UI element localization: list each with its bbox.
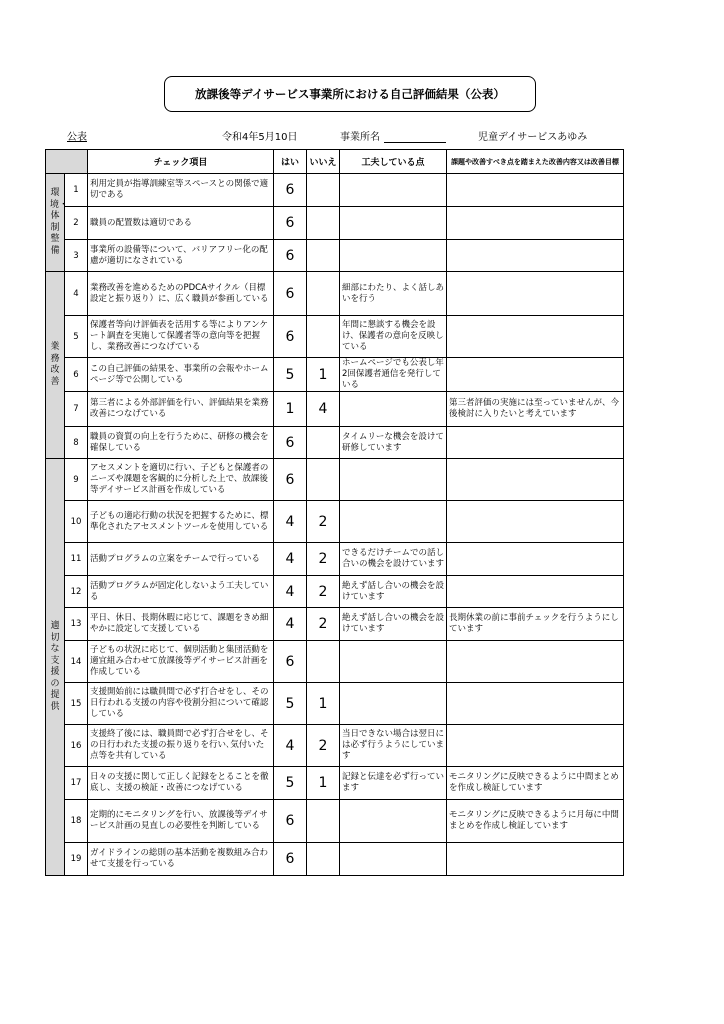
yes-count: 6 — [274, 207, 307, 240]
table-row — [46, 207, 624, 240]
no-count — [307, 459, 340, 501]
effort-text: 記録と伝達を必ず行っています — [340, 767, 447, 800]
table-row — [46, 576, 624, 608]
effort-text — [340, 800, 447, 843]
effort-text — [340, 392, 447, 427]
table-row — [46, 316, 624, 358]
effort-text: 当日できない場合は翌日には必ず行うようにしています — [340, 725, 447, 767]
effort-text: できるだけチームでの話し合いの機会を設けています — [340, 543, 447, 576]
no-count: 2 — [307, 725, 340, 767]
category-label: 業務改善 — [50, 342, 60, 387]
check-item-text: 活動プログラムの立案をチームで行っている — [88, 543, 274, 576]
no-count: 4 — [307, 392, 340, 427]
yes-count: 4 — [274, 501, 307, 543]
table-row — [46, 543, 624, 576]
row-number: 7 — [65, 392, 88, 427]
check-item-text: 活動プログラムが固定化しないよう工夫している — [88, 576, 274, 608]
office-name-underline — [384, 142, 446, 143]
yes-count: 6 — [274, 843, 307, 876]
issue-text: 第三者評価の実施には至っていませんが、今後検討に入りたいと考えています — [447, 392, 624, 427]
no-count: 2 — [307, 576, 340, 608]
row-number: 6 — [65, 358, 88, 392]
row-number: 5 — [65, 316, 88, 358]
row-number: 4 — [65, 272, 88, 316]
yes-count: 6 — [274, 316, 307, 358]
check-item-text: 職員の資質の向上を行うために、研修の機会を確保している — [88, 427, 274, 459]
table-header-row — [46, 150, 624, 174]
yes-count: 6 — [274, 272, 307, 316]
row-number: 3 — [65, 240, 88, 272]
table-row — [46, 501, 624, 543]
check-item-text: 職員の配置数は適切である — [88, 207, 274, 240]
header-yes: はい — [274, 150, 307, 174]
no-count — [307, 427, 340, 459]
effort-text: 絶えず話し合いの機会を設けています — [340, 576, 447, 608]
issue-text: 長期休業の前に事前チェックを行うようにしています — [447, 608, 624, 641]
no-count — [307, 207, 340, 240]
table-body — [46, 174, 624, 876]
row-number: 10 — [65, 501, 88, 543]
effort-text: タイムリーな機会を設けて研修しています — [340, 427, 447, 459]
table-row — [46, 608, 624, 641]
table-row — [46, 174, 624, 207]
effort-text: 細部にわたり、よく話しあいを行う — [340, 272, 447, 316]
effort-text — [340, 207, 447, 240]
issue-text — [447, 641, 624, 683]
yes-count: 1 — [274, 392, 307, 427]
yes-count: 4 — [274, 543, 307, 576]
no-count — [307, 641, 340, 683]
table-row — [46, 843, 624, 876]
no-count — [307, 272, 340, 316]
row-number: 15 — [65, 683, 88, 725]
yes-count: 6 — [274, 427, 307, 459]
header-efforts: 工夫している点 — [340, 150, 447, 174]
issue-text — [447, 427, 624, 459]
table-row — [46, 459, 624, 501]
check-item-text: 支援終了後には、職員間で必ず打合せをし、その日行われた支援の振り返りを行い､気付いた点等を共有している — [88, 725, 274, 767]
issue-text — [447, 501, 624, 543]
no-count: 2 — [307, 501, 340, 543]
yes-count: 6 — [274, 459, 307, 501]
yes-count: 5 — [274, 767, 307, 800]
table-row — [46, 725, 624, 767]
yes-count: 6 — [274, 641, 307, 683]
header-blank-cell — [46, 150, 88, 174]
yes-count: 6 — [274, 174, 307, 207]
effort-text: 年間に懇談する機会を設け、保護者の意向を反映している — [340, 316, 447, 358]
yes-count: 4 — [274, 576, 307, 608]
yes-count: 5 — [274, 358, 307, 392]
row-number: 17 — [65, 767, 88, 800]
no-count — [307, 800, 340, 843]
effort-text — [340, 174, 447, 207]
row-number: 9 — [65, 459, 88, 501]
table-row — [46, 427, 624, 459]
table-row — [46, 272, 624, 316]
table-row — [46, 358, 624, 392]
public-label: 公表 — [67, 132, 87, 143]
effort-text — [340, 843, 447, 876]
header-issues: 課題や改善すべき点を踏まえた改善内容又は改善目標 — [447, 150, 624, 174]
check-item-text: 業務改善を進めるためのPDCAサイクル（目標設定と振り返り）に、広く職員が参画している — [88, 272, 274, 316]
document-title: 放課後等デイサービス事業所における自己評価結果（公表） — [164, 76, 536, 112]
check-item-text: ガイドラインの総則の基本活動を複数組み合わせて支援を行っている — [88, 843, 274, 876]
office-name: 児童デイサービスあゆみ — [478, 132, 588, 143]
table-row — [46, 641, 624, 683]
issue-text — [447, 843, 624, 876]
check-item-text: この自己評価の結果を、事業所の会報やホームページ等で公開している — [88, 358, 274, 392]
yes-count: 4 — [274, 608, 307, 641]
check-item-text: アセスメントを適切に行い、子どもと保護者のニーズや課題を客観的に分析した上で、放課後等デイサービス計画を作成している — [88, 459, 274, 501]
no-count: 1 — [307, 358, 340, 392]
yes-count: 5 — [274, 683, 307, 725]
issue-text — [447, 543, 624, 576]
check-item-text: 日々の支援に関して正しく記録をとることを徹底し、支援の検証・改善につなげている — [88, 767, 274, 800]
issue-text — [447, 272, 624, 316]
issue-text — [447, 683, 624, 725]
no-count: 1 — [307, 767, 340, 800]
no-count — [307, 843, 340, 876]
issue-text — [447, 174, 624, 207]
yes-count: 6 — [274, 800, 307, 843]
office-label: 事業所名 — [340, 132, 380, 143]
check-item-text: 事業所の設備等について、バリアフリー化の配慮が適切になされている — [88, 240, 274, 272]
category-operations — [46, 272, 65, 459]
no-count — [307, 174, 340, 207]
effort-text — [340, 501, 447, 543]
row-number: 11 — [65, 543, 88, 576]
row-number: 8 — [65, 427, 88, 459]
table-row — [46, 800, 624, 843]
row-number: 2 — [65, 207, 88, 240]
issue-text — [447, 459, 624, 501]
category-label: 環境・体制整備 — [50, 188, 69, 256]
check-item-text: 保護者等向け評価表を活用する等によりアンケート調査を実施して保護者等の意向等を把握し、業務改善につなげている — [88, 316, 274, 358]
effort-text — [340, 683, 447, 725]
category-support — [46, 459, 65, 876]
row-number: 16 — [65, 725, 88, 767]
yes-count: 6 — [274, 240, 307, 272]
row-number: 1 — [65, 174, 88, 207]
category-label: 適切な支援の提供 — [50, 621, 60, 712]
row-number: 18 — [65, 800, 88, 843]
no-count: 2 — [307, 608, 340, 641]
check-item-text: 第三者による外部評価を行い、評価結果を業務改善につなげている — [88, 392, 274, 427]
table-row — [46, 240, 624, 272]
check-item-text: 定期的にモニタリングを行い、放課後等デイサービス計画の見直しの必要性を判断している — [88, 800, 274, 843]
row-number: 13 — [65, 608, 88, 641]
check-item-text: 支援開始前には職員間で必ず打合せをし、その日行われる支援の内容や役割分担について確認している — [88, 683, 274, 725]
category-environment — [46, 174, 69, 272]
effort-text: ホームページでも公表し年2回保護者通信を発行している — [340, 358, 447, 392]
row-number: 14 — [65, 641, 88, 683]
no-count: 2 — [307, 543, 340, 576]
effort-text — [340, 459, 447, 501]
row-number: 19 — [65, 843, 88, 876]
issue-text — [447, 358, 624, 392]
issue-text: モニタリングに反映できるように月毎に中間まとめを作成し検証しています — [447, 800, 624, 843]
check-item-text: 子どもの状況に応じて、個別活動と集団活動を適宜組み合わせて放課後等デイサービス計画を作成している — [88, 641, 274, 683]
header-no: いいえ — [307, 150, 340, 174]
issue-text — [447, 576, 624, 608]
no-count: 1 — [307, 683, 340, 725]
row-number: 12 — [65, 576, 88, 608]
check-item-text: 平日、休日、長期休暇に応じて、課題をきめ細やかに設定して支援している — [88, 608, 274, 641]
no-count — [307, 316, 340, 358]
issue-text — [447, 240, 624, 272]
issue-text: モニタリングに反映できるように中間まとめを作成し検証しています — [447, 767, 624, 800]
table-row — [46, 683, 624, 725]
header-check-item: チェック項目 — [88, 150, 274, 174]
effort-text: 絶えず話し合いの機会を設けています — [340, 608, 447, 641]
check-item-text: 利用定員が指導訓練室等スペースとの関係で適切である — [88, 174, 274, 207]
effort-text — [340, 641, 447, 683]
check-item-text: 子どもの適応行動の状況を把握するために、標準化されたアセスメントツールを使用している — [88, 501, 274, 543]
table-row — [46, 767, 624, 800]
table-row — [46, 392, 624, 427]
issue-text — [447, 725, 624, 767]
issue-text — [447, 207, 624, 240]
self-evaluation-table — [45, 149, 624, 876]
report-date: 令和4年5月10日 — [222, 132, 298, 143]
effort-text — [340, 240, 447, 272]
yes-count: 4 — [274, 725, 307, 767]
no-count — [307, 240, 340, 272]
issue-text — [447, 316, 624, 358]
